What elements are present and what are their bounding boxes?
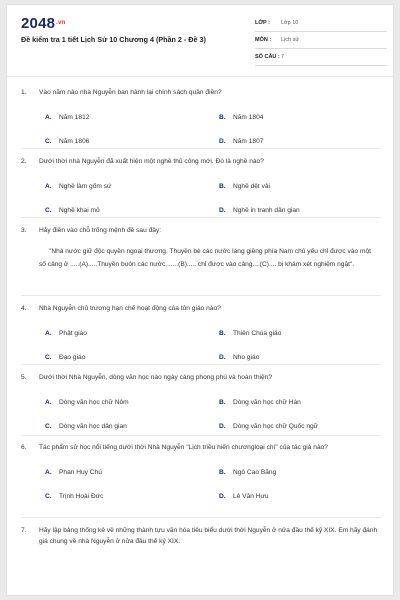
divider <box>21 217 381 218</box>
question-1 <box>21 87 383 150</box>
meta-label: MÔN : <box>255 37 272 43</box>
question-text: Nhà Nguyễn chủ trương hạn chế hoạt động của tôn giáo nào? <box>39 305 221 312</box>
option-a[interactable]: A. Phan Huy Chú <box>45 469 102 476</box>
option-a[interactable]: A. Năm 1812 <box>45 114 90 121</box>
question-options <box>39 383 383 435</box>
question-options <box>39 453 383 505</box>
meta-label: LỚP : <box>255 20 270 26</box>
option-b[interactable]: B. Ngô Cao Bãng <box>219 469 277 476</box>
option-c[interactable]: C. Dòng văn học dân gian <box>45 423 127 430</box>
question-7 <box>21 525 383 547</box>
divider <box>21 148 381 149</box>
option-c[interactable]: C. Năm 1806 <box>45 138 90 145</box>
fill-in-passage: "Nhà nước giữ độc quyền ngoại thương. Thuyền bè các nước láng giềng phía Nam chủ yếu chỉ được vào một số cảng ở .....(A).....Thuyền buôn các nước.......(B)..... chỉ được vào cảng....(C).... bị khám xét nghiệm ngặt". <box>39 248 371 268</box>
option-b[interactable]: B. Thiên Chúa giáo <box>219 330 282 337</box>
question-4 <box>21 303 383 366</box>
option-b[interactable]: B. Nghề dệt vải <box>219 183 271 190</box>
option-c[interactable]: C. Trịnh Hoài Đức <box>45 493 104 500</box>
exam-page <box>6 4 394 596</box>
question-number: 6. <box>21 444 27 451</box>
option-c[interactable]: C. Nghề khai mỏ <box>45 207 100 214</box>
option-a[interactable]: A. Dòng văn học chữ Nôm <box>45 399 129 406</box>
option-d[interactable]: D. Nghề in tranh dân gian <box>219 207 300 214</box>
question-text: Hãy lập bảng thống kê về những thành tựu văn hóa tiêu biểu dưới thời Nguyễn ở nửa đầu thế kỷ XIX. Em hãy đánh giá chung về nhà Nguyễn ở nửa đầu thế kỷ XIX. <box>39 527 378 545</box>
meta-row-subject <box>255 32 387 49</box>
question-options <box>39 314 383 366</box>
question-number: 7. <box>21 527 27 534</box>
option-a[interactable]: A. Phật giáo <box>45 330 87 337</box>
divider <box>21 364 381 365</box>
option-b[interactable]: B. Năm 1804 <box>219 114 264 121</box>
question-text: Tác phẩm sử học nổi tiếng dưới thời Nhà Nguyễn "Lịch triều hiến chươngloại chí" của tác giả nào? <box>39 444 328 451</box>
option-d[interactable]: D. Nho giáo <box>219 354 260 361</box>
exam-title: Đề kiểm tra 1 tiết Lịch Sử 10 Chương 4 (Phần 2 - Đề 3) <box>21 35 206 44</box>
question-number: 1. <box>21 89 27 96</box>
exam-header <box>7 5 393 77</box>
option-d[interactable]: D. Năm 1807 <box>219 138 264 145</box>
question-6 <box>21 442 383 505</box>
meta-label: SỐ CÂU : <box>255 54 280 60</box>
option-a[interactable]: A. Nghề làm gốm sứ <box>45 183 112 190</box>
divider <box>21 517 381 518</box>
logo-suffix: .vn <box>56 20 66 26</box>
question-number: 2. <box>21 158 27 165</box>
meta-value: 7 <box>281 54 285 60</box>
option-d[interactable]: D. Lê Văn Hưu <box>219 493 269 500</box>
option-d[interactable]: D. Dòng văn học chữ Quốc ngữ <box>219 423 319 430</box>
question-number: 5. <box>21 374 27 381</box>
question-5 <box>21 372 383 435</box>
question-options <box>39 98 383 150</box>
question-text: Dưới thời Nhà Nguyễn, dòng văn học nào ngày càng phong phú và hoàn thiện? <box>39 374 273 381</box>
meta-value: Lớp 10 <box>281 20 299 26</box>
meta-row-count <box>255 49 387 66</box>
question-number: 4. <box>21 305 27 312</box>
exam-meta <box>255 15 387 66</box>
divider <box>21 295 381 296</box>
logo-text: 2048 <box>21 15 56 32</box>
meta-row-class <box>255 15 387 32</box>
question-number: 3. <box>21 227 27 234</box>
option-b[interactable]: B. Dòng văn học chữ Hán <box>219 399 301 406</box>
divider <box>21 435 381 436</box>
question-text: Vào năm nào nhà Nguyễn ban hành lại chính sách quân điền? <box>39 89 222 96</box>
question-3 <box>21 225 383 271</box>
meta-value: Lịch sử <box>281 37 300 43</box>
option-c[interactable]: C. Đạo giáo <box>45 354 86 361</box>
site-logo[interactable] <box>21 15 65 32</box>
question-text: Dưới thời nhà Nguyễn đã xuất hiện một nghề thủ công mới. Đó là nghề nào? <box>39 158 264 165</box>
question-text: Hãy điền vào chỗ trống mệnh đề sau đây: <box>39 227 162 234</box>
question-options <box>39 167 383 219</box>
question-2 <box>21 156 383 219</box>
